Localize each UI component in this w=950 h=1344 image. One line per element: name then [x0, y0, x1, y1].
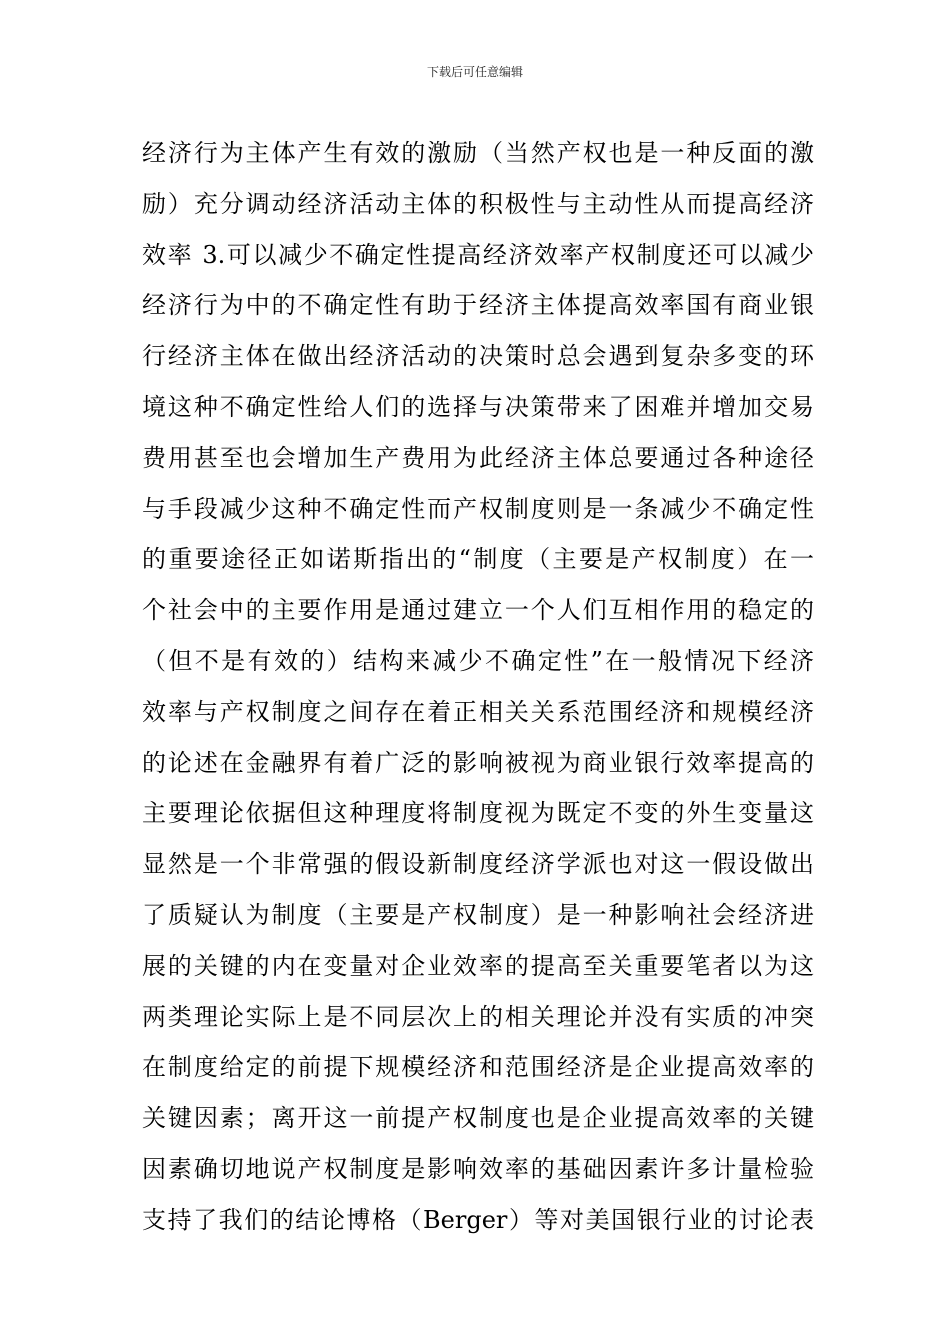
text-line: 支持了我们的结论博格（Berger）等对美国银行业的讨论表	[142, 1205, 814, 1234]
text-line: 因素确切地说产权制度是影响效率的基础因素许多计量检验	[142, 1154, 814, 1183]
text-line: 效率与产权制度之间存在着正相关关系范围经济和规模经济	[142, 697, 814, 726]
text-line: 个社会中的主要作用是通过建立一个人们互相作用的稳定的	[142, 596, 814, 625]
text-line: 励）充分调动经济活动主体的积极性与主动性从而提高经济	[142, 189, 814, 218]
text-line: （但不是有效的）结构来减少不确定性”在一般情况下经济	[142, 646, 814, 675]
text-line: 行经济主体在做出经济活动的决策时总会遇到复杂多变的环	[142, 342, 814, 371]
document-body	[142, 128, 814, 1246]
text-line: 显然是一个非常强的假设新制度经济学派也对这一假设做出	[142, 850, 814, 879]
text-line: 的重要途径正如诺斯指出的“制度（主要是产权制度）在一	[142, 545, 814, 574]
text-line: 主要理论依据但这种理度将制度视为既定不变的外生变量这	[142, 799, 814, 828]
text-line: 了质疑认为制度（主要是产权制度）是一种影响社会经济进	[142, 900, 814, 929]
text-line: 的论述在金融界有着广泛的影响被视为商业银行效率提高的	[142, 748, 814, 777]
text-line: 关键因素；离开这一前提产权制度也是企业提高效率的关键	[142, 1104, 814, 1133]
text-line: 展的关键的内在变量对企业效率的提高至关重要笔者以为这	[142, 951, 814, 980]
text-line: 费用甚至也会增加生产费用为此经济主体总要通过各种途径	[142, 443, 814, 472]
text-line: 经济行为中的不确定性有助于经济主体提高效率国有商业银	[142, 291, 814, 320]
text-line: 在制度给定的前提下规模经济和范围经济是企业提高效率的	[142, 1053, 814, 1082]
text-line: 效率 3.可以减少不确定性提高经济效率产权制度还可以减少	[142, 240, 814, 269]
text-line: 境这种不确定性给人们的选择与决策带来了困难并增加交易	[142, 392, 814, 421]
text-line: 经济行为主体产生有效的激励（当然产权也是一种反面的激	[142, 139, 814, 167]
text-line: 两类理论实际上是不同层次上的相关理论并没有实质的冲突	[142, 1002, 814, 1031]
page-header: 下载后可任意编辑	[426, 65, 523, 79]
text-line: 与手段减少这种不确定性而产权制度则是一条减少不确定性	[142, 494, 814, 523]
